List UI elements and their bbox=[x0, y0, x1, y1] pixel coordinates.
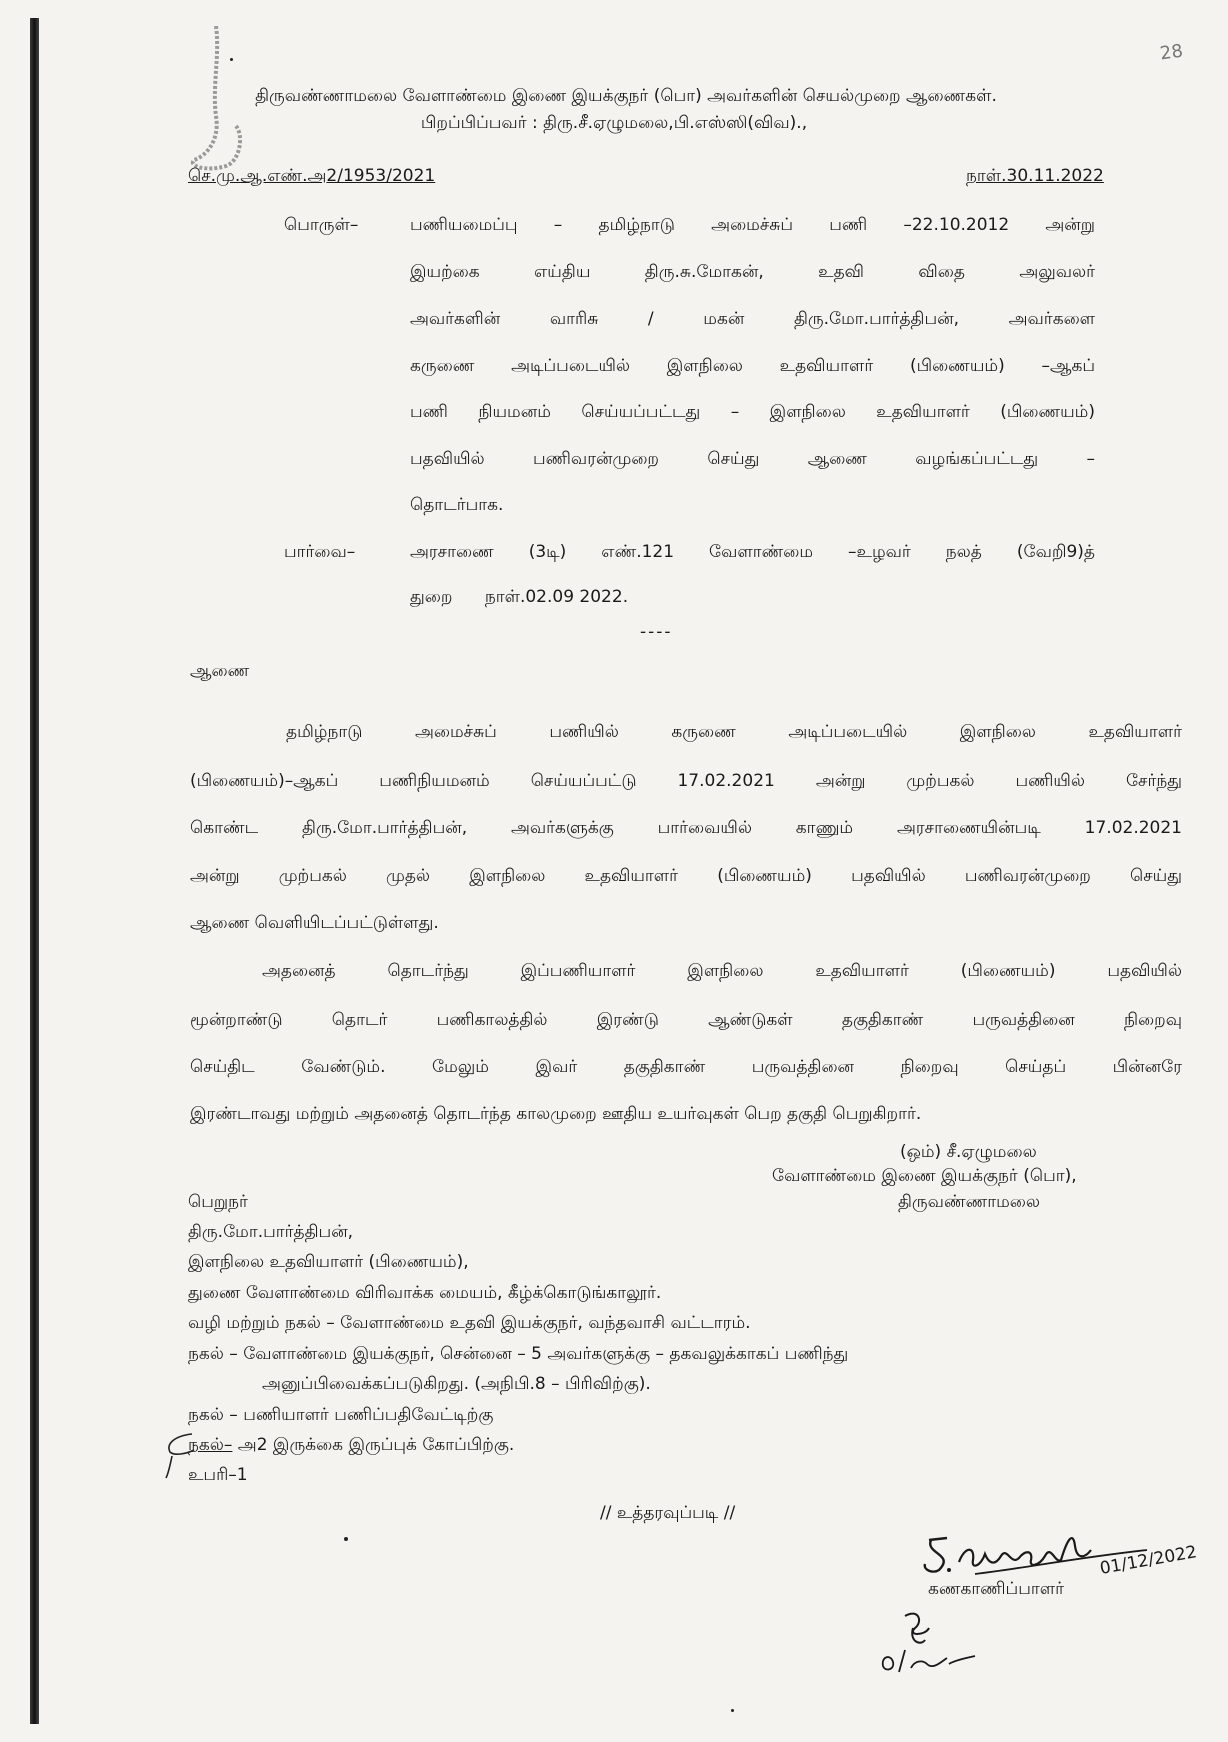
reference-number: செ.மு.ஆ.எண்.அ2/1953/2021 bbox=[188, 166, 436, 186]
by-order-line: // உத்தரவுப்படி // bbox=[600, 1503, 736, 1523]
page-number-mark: 28 bbox=[1158, 40, 1185, 65]
pen-mark bbox=[160, 1430, 200, 1480]
copy-line: நகல் – வேளாண்மை இயக்குநர், சென்னை – 5 அவர்களுக்கு – தகவலுக்காகப் பணிந்து bbox=[188, 1344, 849, 1364]
order-paragraph-line: ஆணை வெளியிடப்பட்டுள்ளது. bbox=[190, 913, 439, 933]
subject-line: தொடர்பாக. bbox=[410, 495, 504, 515]
subject-line: பதவியில் பணிவரன்முறை செய்து ஆணை வழங்கப்பட்டது – bbox=[410, 449, 1095, 469]
order-paragraph-line: அதனைத் தொடர்ந்து இப்பணியாளர் இளநிலை உதவியாளர் (பிணையம்) பதவியில் bbox=[262, 961, 1182, 981]
order-paragraph-line: மூன்றாண்டு தொடர் பணிகாலத்தில் இரண்டு ஆண்டுகள் தகுதிகாண் பருவத்தினை நிறைவு bbox=[190, 1010, 1182, 1030]
document-title: திருவண்ணாமலை வேளாண்மை இணை இயக்குநர் (பொ) அவர்களின் செயல்முறை ஆணைகள். bbox=[255, 86, 997, 106]
initials-mark bbox=[875, 1602, 985, 1682]
order-paragraph-line: கொண்ட திரு.மோ.பார்த்திபன், அவர்களுக்கு பார்வையில் காணும் அரசாணையின்படி 17.02.2021 bbox=[190, 818, 1182, 838]
subject-label: பொருள்– bbox=[284, 215, 359, 235]
speck bbox=[731, 1709, 734, 1712]
reference-date: நாள்.30.11.2022 bbox=[966, 166, 1104, 186]
officer-title: கணகாணிப்பாளர் bbox=[928, 1579, 1064, 1599]
signatory-place: திருவண்ணாமலை bbox=[898, 1192, 1040, 1212]
file-copy-line bbox=[188, 1435, 514, 1457]
recipient-line: இளநிலை உதவியாளர் (பிணையம்), bbox=[188, 1252, 469, 1272]
signatory-name: (ஒம்) சீ.ஏழுமலை bbox=[900, 1142, 1037, 1162]
order-paragraph-line: செய்திட வேண்டும். மேலும் இவர் தகுதிகாண் பருவத்தினை நிறைவு செய்தப் பின்னரே bbox=[190, 1057, 1182, 1077]
copy-line: நகல் – பணியாளர் பணிப்பதிவேட்டிற்கு bbox=[188, 1405, 494, 1425]
order-heading: ஆணை bbox=[190, 661, 250, 681]
order-paragraph-line: அன்று முற்பகல் முதல் இளநிலை உதவியாளர் (பிணையம்) பதவியில் பணிவரன்முறை செய்து bbox=[190, 866, 1182, 886]
file-copy-text: அ2 இருக்கை இருப்புக் கோப்பிற்கு. bbox=[232, 1435, 515, 1455]
issuer-line: பிறப்பிப்பவர் : திரு.சீ.ஏழுமலை,பி.எஸ்ஸி(விவ)., bbox=[420, 113, 808, 133]
spare-copy-line: உபரி–1 bbox=[188, 1465, 248, 1485]
separator: ---- bbox=[640, 622, 673, 642]
copy-line: அனுப்பிவைக்கப்படுகிறது. (அநிபி.8 – பிரிவிற்கு). bbox=[262, 1374, 651, 1394]
subject-line: இயற்கை எய்திய திரு.சு.மோகன், உதவி விதை அலுவலர் bbox=[410, 262, 1095, 282]
recipient-line: திரு.மோ.பார்த்திபன், bbox=[188, 1222, 354, 1242]
binding-edge bbox=[30, 18, 39, 1724]
order-paragraph-line: தமிழ்நாடு அமைச்சுப் பணியில் கருணை அடிப்படையில் இளநிலை உதவியாளர் bbox=[286, 722, 1182, 742]
copy-line: வழி மற்றும் நகல் – வேளாண்மை உதவி இயக்குநர், வந்தவாசி வட்டாரம். bbox=[188, 1313, 751, 1333]
signatory-designation: வேளாண்மை இணை இயக்குநர் (பொ), bbox=[772, 1166, 1077, 1186]
order-paragraph-line: இரண்டாவது மற்றும் அதனைத் தொடர்ந்த காலமுறை ஊதிய உயர்வுகள் பெற தகுதி பெறுகிறார். bbox=[190, 1104, 922, 1124]
speck bbox=[230, 58, 233, 61]
speck bbox=[344, 1537, 348, 1541]
subject-line: கருணை அடிப்படையில் இளநிலை உதவியாளர் (பிணையம்) –ஆகப் bbox=[410, 356, 1095, 376]
order-paragraph-line: (பிணையம்)–ஆகப் பணிநியமனம் செய்யப்பட்டு 17.02.2021 அன்று முற்பகல் பணியில் சேர்ந்து bbox=[190, 771, 1182, 791]
subject-line: அவர்களின் வாரிசு / மகன் திரு.மோ.பார்த்திபன், அவர்களை bbox=[410, 309, 1095, 329]
handwritten-signature bbox=[915, 1510, 1205, 1590]
recipient-line: துணை வேளாண்மை விரிவாக்க மையம், கீழ்க்கொடுங்காலூர். bbox=[188, 1283, 662, 1303]
signature-date: 01/12/2022 bbox=[1098, 1542, 1199, 1579]
subject-line: பணி நியமனம் செய்யப்பட்டது – இளநிலை உதவியாளர் (பிணையம்) bbox=[410, 402, 1095, 422]
recipients-heading: பெறுநர் bbox=[188, 1192, 248, 1212]
file-copy-label: நகல்– bbox=[188, 1435, 233, 1455]
subject-line: பணியமைப்பு – தமிழ்நாடு அமைச்சுப் பணி –22.10.2012 அன்று bbox=[410, 215, 1095, 235]
reference-read-line: அரசாணை (3டி) எண்.121 வேளாண்மை –உழவர் நலத் (வேறி9)த் bbox=[410, 542, 1095, 562]
reference-read-line: துறை நாள்.02.09 2022. bbox=[410, 587, 629, 607]
reference-read-label: பார்வை– bbox=[284, 542, 356, 562]
